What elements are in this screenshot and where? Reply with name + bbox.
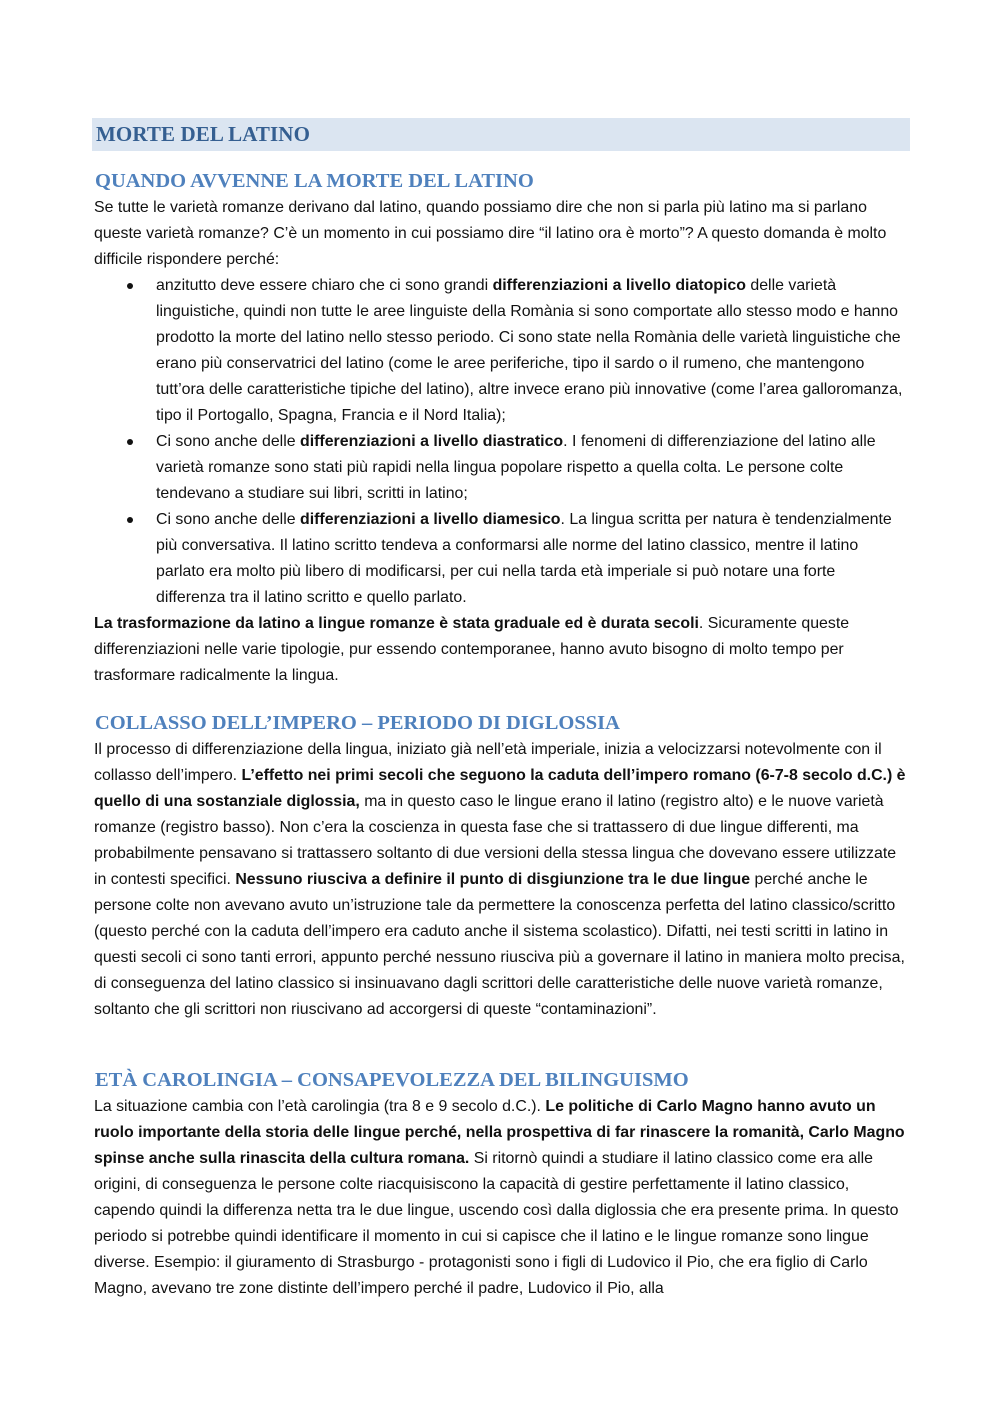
- chapter-title: MORTE DEL LATINO: [96, 122, 311, 146]
- body-paragraph: La situazione cambia con l’età carolingia (tra 8 e 9 secolo d.C.). Le politiche di Carlo Magno hanno avuto un ruolo importante della storia delle lingue perché, nella prospettiva di far rinascere la romanità, Carlo Magno spinse anche sulla rinascita della cultura romana. Si ritornò quindi a studiare il latino classico come era alle origini, di conseguenza le persone colte riacquisiscono la capacità di gestire perfettamente il latino classico, capendo quindi la differenza netta tra le due lingue, uscendo così dalla diglossia che era presente prima. In questo periodo si potrebbe quindi identificare il momento in cui si capisce che il latino e le lingue romanze sono lingue diverse. Esempio: il giuramento di Strasburgo - protagonisti sono i figli di Ludovico il Pio, che era figlio di Carlo Magno, avevano tre zone distinte dell’impero perché il padre, Ludovico il Pio, alla: [94, 1098, 905, 1297]
- closing-paragraph: La trasformazione da latino a lingue romanze è stata graduale ed è durata secoli. Sicuramente queste differenziazioni nelle varie tipologie, pur essendo contemporanee, hanno avuto bisogno di molto tempo per trasformare radicalmente la lingua.: [94, 615, 850, 684]
- section-title: QUANDO AVVENNE LA MORTE DEL LATINO: [95, 170, 534, 192]
- body-paragraph: Il processo di differenziazione della lingua, iniziato già nell’età imperiale, inizia a velocizzarsi notevolmente con il collasso dell’impero. L’effetto nei primi secoli che seguono la caduta dell’impero romano (6-7-8 secolo d.C.) è quello di una sostanziale diglossia, ma in questo caso le lingue erano il latino (registro alto) e le nuove varietà romanze (registro basso). Non c’era la coscienza in questa fase che si trattassero di due lingue differenti, ma probabilmente pensavano si trattassero soltanto di due versioni della stessa lingua che dovevano essere utilizzate in contesti specifici. Nessuno riusciva a definire il punto di disgiunzione tra le due lingue perché anche le persone colte non avevano avuto un’istruzione tale da permettere la conoscenza perfetta del latino classico/scritto (questo perché con la caduta dell’impero era caduto anche il sistema scolastico). Difatti, nei testi scritti in latino in questi secoli ci sono tanti errori, appunto perché nessuno riusciva più a governare il latino in maniera molto precisa, di conseguenza del latino classico si insinuavano dagli scrittori delle caratteristiche delle nuove varietà romanze, soltanto che gli scrittori non riuscivano ad accorgersi di queste “contaminazioni”.: [94, 741, 906, 1018]
- section-title: COLLASSO DELL’IMPERO – PERIODO DI DIGLOSSIA: [95, 712, 620, 734]
- bullet-icon: [127, 517, 133, 523]
- list-item: Ci sono anche delle differenziazioni a livello diamesico. La lingua scritta per natura è tendenzialmente più conversativa. Il latino scritto tendeva a conformarsi alle norme del latino classico, mentre il latino parlato era molto più libero di modificarsi, per cui nella tarda età imperiale si può notare una forte differenza tra il latino scritto e quello parlato.: [94, 507, 906, 611]
- bullet-icon: [127, 283, 133, 289]
- list-item: Ci sono anche delle differenziazioni a livello diastratico. I fenomeni di differenziazione del latino alle varietà romanze sono stati più rapidi nella lingua popolare rispetto a quella colta. Le persone colte tendevano a studiare sui libri, scritti in latino;: [94, 429, 906, 507]
- section-quando-avvenne: [94, 168, 906, 689]
- section-title: ETÀ CAROLINGIA – CONSAPEVOLEZZA DEL BILINGUISMO: [95, 1069, 689, 1091]
- section-collasso-impero: [94, 710, 906, 1023]
- bullet-list: [94, 273, 906, 611]
- section-intro-paragraph: Se tutte le varietà romanze derivano dal latino, quando possiamo dire che non si parla più latino ma si parlano queste varietà romanze? C’è un momento in cui possiamo dire “il latino ora è morto”? A questo domanda è molto difficile rispondere perché:: [94, 199, 887, 268]
- bullet-icon: [127, 439, 133, 445]
- list-item: anzitutto deve essere chiaro che ci sono grandi differenziazioni a livello diatopico delle varietà linguistiche, quindi non tutte le aree linguiste della Romània si sono comportate allo stesso modo e hanno prodotto la morte del latino nello stesso periodo. Ci sono state nella Romània delle varietà linguistiche che erano più conservatrici del latino (come le aree periferiche, tipo il sardo o il rumeno, che mantengono tutt’ora delle caratteristiche tipiche del latino), altre invece erano più innovative (come l’area galloromanza, tipo il Portogallo, Spagna, Francia e il Nord Italia);: [94, 273, 906, 429]
- section-eta-carolingia: [94, 1067, 906, 1302]
